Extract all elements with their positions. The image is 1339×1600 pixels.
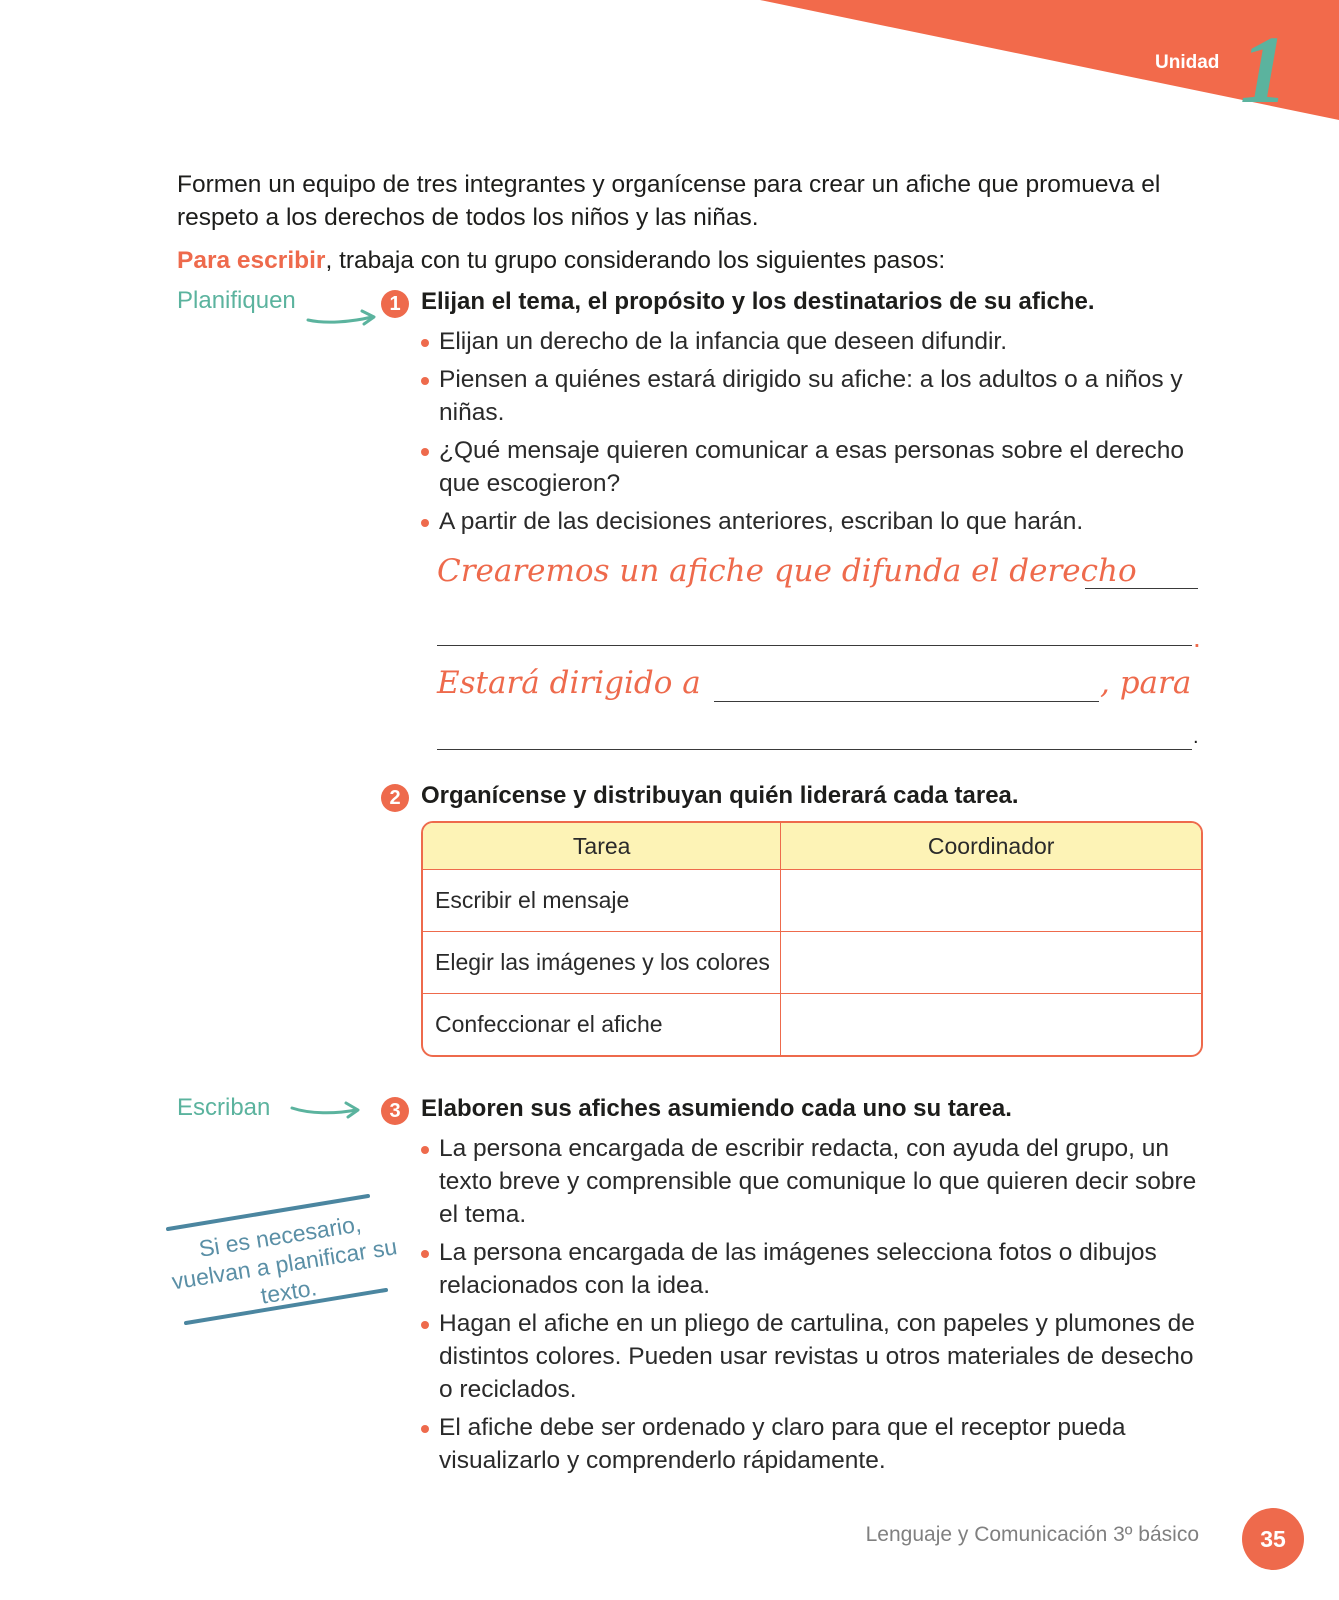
fill-in-blank-3[interactable] bbox=[714, 701, 1099, 702]
instruction-text: , trabaja con tu grupo considerando los siguientes pasos: bbox=[325, 247, 946, 274]
table-cell: Escribir el mensaje bbox=[423, 870, 781, 932]
table-header-coordinator: Coordinador bbox=[781, 823, 1201, 870]
intro-paragraph: Formen un equipo de tres integrantes y organícense para crear un afiche que promueva el respeto a los derechos de todos los niños y las niñas. bbox=[177, 171, 1161, 231]
step-title-1: Elijan el tema, el propósito y los destinatarios de su afiche. bbox=[421, 288, 1095, 315]
list-item: A partir de las decisiones anteriores, escriban lo que harán. bbox=[421, 505, 1201, 538]
fill-in-blank-2[interactable] bbox=[437, 645, 1192, 646]
instruction-line bbox=[177, 244, 1207, 277]
footer-subject: Lenguaje y Comunicación 3º básico bbox=[865, 1523, 1199, 1546]
table-cell-input[interactable] bbox=[781, 994, 1201, 1055]
side-label-plan: Planifiquen bbox=[177, 287, 296, 314]
list-item: Hagan el afiche en un pliego de cartulina, con papeles y plumones de distintos colores. Pueden usar revistas u otros materiales de desecho o reciclados. bbox=[421, 1307, 1201, 1406]
period-mark: . bbox=[1193, 726, 1199, 748]
step-title-3: Elaboren sus afiches asumiendo cada uno su tarea. bbox=[421, 1095, 1012, 1122]
list-item: Piensen a quiénes estará dirigido su afiche: a los adultos o a niños y niñas. bbox=[421, 363, 1201, 429]
table-cell-input[interactable] bbox=[781, 870, 1201, 932]
list-item: ¿Qué mensaje quieren comunicar a esas personas sobre el derecho que escogieron? bbox=[421, 434, 1201, 500]
list-item: Elijan un derecho de la infancia que deseen difundir. bbox=[421, 325, 1201, 358]
fill-in-text-1: Crearemos un afiche que difunda el derecho bbox=[437, 553, 1137, 589]
table-row bbox=[423, 870, 1201, 932]
table-row bbox=[423, 932, 1201, 994]
period-mark: . bbox=[1193, 622, 1201, 653]
table-cell-input[interactable] bbox=[781, 932, 1201, 994]
fill-in-blank-4[interactable] bbox=[437, 749, 1192, 750]
page-number: 35 bbox=[1242, 1508, 1304, 1570]
step-title-2: Organícense y distribuyan quién liderará cada tarea. bbox=[421, 782, 1019, 809]
fill-in-text-2: Estará dirigido a bbox=[437, 665, 701, 701]
step-3-bullets bbox=[421, 1132, 1201, 1482]
side-label-write: Escriban bbox=[177, 1094, 271, 1121]
table-cell: Confeccionar el afiche bbox=[423, 994, 781, 1055]
side-note bbox=[162, 1192, 402, 1332]
list-item: La persona encargada de las imágenes selecciona fotos o dibujos relacionados con la idea. bbox=[421, 1236, 1201, 1302]
step-number-1: 1 bbox=[381, 290, 409, 318]
step-number-2: 2 bbox=[381, 784, 409, 812]
step-1-bullets bbox=[421, 325, 1201, 543]
list-item: La persona encargada de escribir redacta, con ayuda del grupo, un texto breve y comprensible que comunique lo que quieren decir sobre el tema. bbox=[421, 1132, 1201, 1231]
unit-number: 1 bbox=[1240, 16, 1288, 123]
arrow-icon bbox=[290, 1100, 364, 1120]
instruction-highlight: Para escribir bbox=[177, 247, 326, 274]
arrow-icon bbox=[306, 308, 380, 328]
fill-in-text-para: , para bbox=[1100, 665, 1192, 701]
step-number-3: 3 bbox=[381, 1097, 409, 1125]
table-row bbox=[423, 994, 1201, 1055]
table-header-row bbox=[423, 823, 1201, 870]
task-table bbox=[421, 821, 1203, 1057]
list-item: El afiche debe ser ordenado y claro para que el receptor pueda visualizarlo y comprenderlo rápidamente. bbox=[421, 1411, 1201, 1477]
table-header-task: Tarea bbox=[423, 823, 781, 870]
unit-label: Unidad bbox=[1155, 52, 1220, 73]
table-cell: Elegir las imágenes y los colores bbox=[423, 932, 781, 994]
fill-in-blank-1[interactable] bbox=[1085, 588, 1198, 589]
note-text: Si es necesario, vuelvan a planificar su texto. bbox=[169, 1210, 399, 1309]
unit-banner bbox=[0, 0, 1339, 130]
